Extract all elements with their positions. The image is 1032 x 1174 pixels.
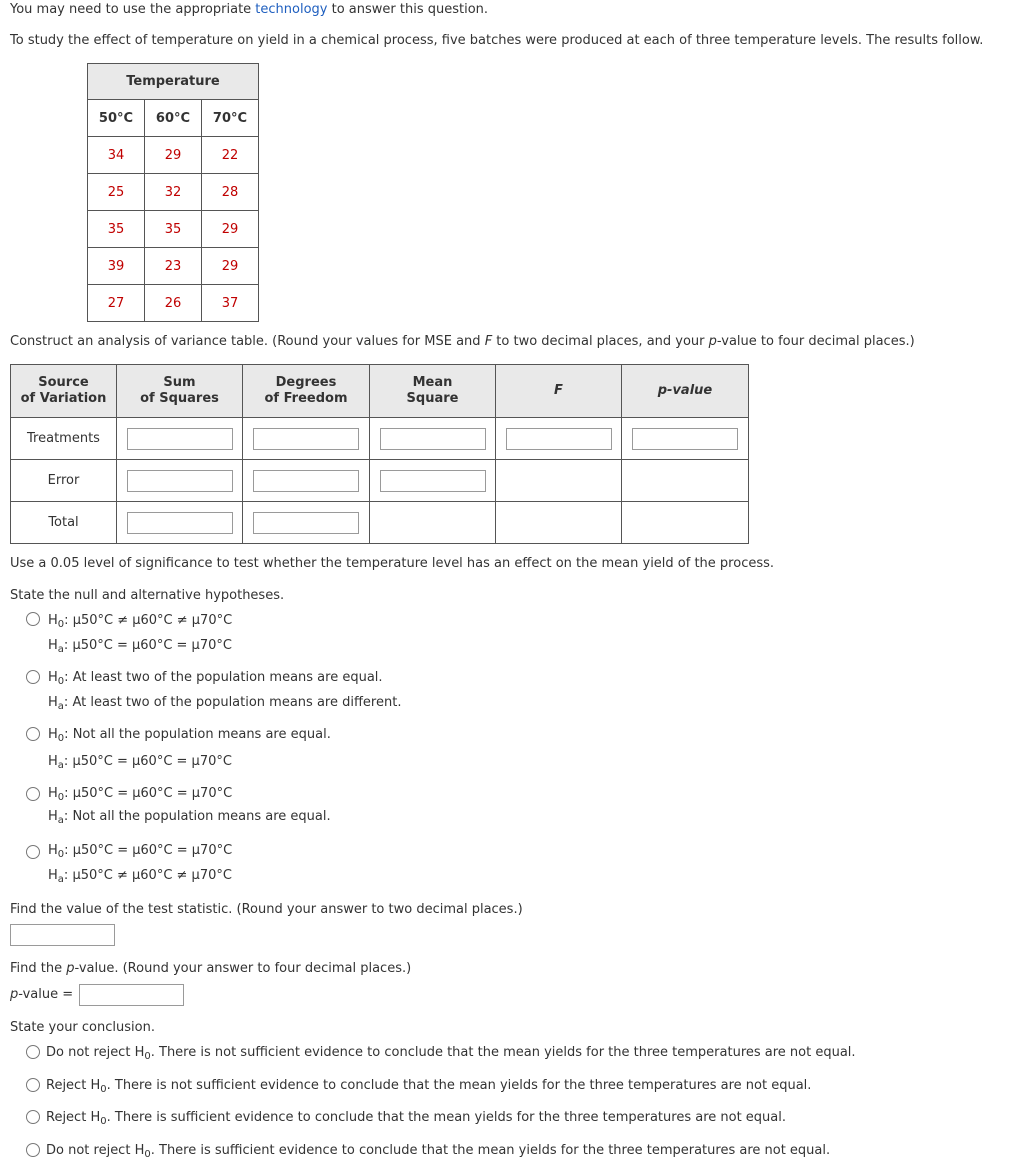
table-cell: 39 <box>88 248 145 285</box>
hypothesis-option-5-radio[interactable] <box>26 845 40 859</box>
hypothesis-option-1-h0: $H_0$: μ50°C ≠ μ60°C ≠ μ70°C <box>48 613 233 630</box>
table-row <box>88 174 259 211</box>
conclusion-prompt: State your conclusion. <box>10 1020 155 1035</box>
p-value-label: p-value = <box>10 987 74 1002</box>
test-statistic-input[interactable] <box>10 924 115 946</box>
table-cell: 29 <box>145 137 202 174</box>
conclusion-option-3-radio[interactable] <box>26 1110 40 1124</box>
anova-instruction: Construct an analysis of variance table. (Round your values for MSE and F to two decimal places, and your p-value to four decimal places.) <box>10 334 915 349</box>
temperature-data-table <box>87 63 259 322</box>
table-cell: 37 <box>202 285 259 322</box>
header-f: F <box>496 365 622 418</box>
temperature-header: Temperature <box>88 64 259 100</box>
p-value-input[interactable] <box>79 984 184 1006</box>
conclusion-option-2-text: Reject $H_0$. There is not sufficient evidence to conclude that the mean yields for the three temperatures are not equal. <box>46 1078 812 1095</box>
hypothesis-option-3-radio[interactable] <box>26 727 40 741</box>
table-row <box>88 285 259 322</box>
header-sum-of-squares: Sum of Squares <box>117 365 243 418</box>
conclusion-option-1-text: Do not reject $H_0$. There is not sufficient evidence to conclude that the mean yields for the three temperatures are not equal. <box>46 1045 856 1062</box>
header-p-value: p-value <box>622 365 749 418</box>
header-source: Source of Variation <box>11 365 117 418</box>
conclusion-option-2-radio[interactable] <box>26 1078 40 1092</box>
total-df-input[interactable] <box>253 512 359 534</box>
row-label-treatments: Treatments <box>11 418 117 460</box>
anova-table <box>10 364 749 544</box>
hypothesis-option-4-radio[interactable] <box>26 787 40 801</box>
treatments-f-input[interactable] <box>506 428 612 450</box>
anova-row-treatments <box>11 418 749 460</box>
hypothesis-option-5-h0: $H_0$: μ50°C = μ60°C = μ70°C <box>48 843 233 860</box>
error-ms-input[interactable] <box>380 470 486 492</box>
total-ss-input[interactable] <box>127 512 233 534</box>
hypothesis-option-4-h0: $H_0$: μ50°C = μ60°C = μ70°C <box>48 786 233 803</box>
table-cell: 29 <box>202 211 259 248</box>
table-cell: 28 <box>202 174 259 211</box>
table-cell: 23 <box>145 248 202 285</box>
anova-row-error <box>11 460 749 502</box>
table-cell: 22 <box>202 137 259 174</box>
treatments-ss-input[interactable] <box>127 428 233 450</box>
hypothesis-option-3-ha: $H_a$: μ50°C = μ60°C = μ70°C <box>48 754 232 771</box>
table-row <box>88 211 259 248</box>
col-50c: 50°C <box>88 100 145 137</box>
p-value-prompt: Find the p-value. (Round your answer to four decimal places.) <box>10 961 412 976</box>
hypotheses-prompt: State the null and alternative hypotheses. <box>10 588 285 603</box>
table-cell: 34 <box>88 137 145 174</box>
test-statistic-prompt: Find the value of the test statistic. (Round your answer to two decimal places.) <box>10 902 523 917</box>
hypothesis-option-4-ha: $H_a$: Not all the population means are equal. <box>48 809 331 826</box>
treatments-df-input[interactable] <box>253 428 359 450</box>
hypothesis-option-1-radio[interactable] <box>26 612 40 626</box>
table-cell: 25 <box>88 174 145 211</box>
technology-link[interactable]: technology <box>255 2 328 17</box>
table-cell: 29 <box>202 248 259 285</box>
significance-text: Use a 0.05 level of significance to test whether the temperature level has an effect on the mean yield of the process. <box>10 556 775 571</box>
treatments-p-value-input[interactable] <box>632 428 738 450</box>
treatments-ms-input[interactable] <box>380 428 486 450</box>
hypothesis-option-2-radio[interactable] <box>26 670 40 684</box>
error-df-input[interactable] <box>253 470 359 492</box>
row-label-error: Error <box>11 460 117 502</box>
table-row <box>88 137 259 174</box>
error-ss-input[interactable] <box>127 470 233 492</box>
table-cell: 35 <box>145 211 202 248</box>
conclusion-option-4-text: Do not reject $H_0$. There is sufficient evidence to conclude that the mean yields for the three temperatures are not equal. <box>46 1143 831 1160</box>
conclusion-option-3-text: Reject $H_0$. There is sufficient evidence to conclude that the mean yields for the three temperatures are not equal. <box>46 1110 787 1127</box>
row-label-total: Total <box>11 502 117 544</box>
hypothesis-option-3-h0: $H_0$: Not all the population means are equal. <box>48 727 331 744</box>
col-60c: 60°C <box>145 100 202 137</box>
hypothesis-option-1-ha: $H_a$: μ50°C = μ60°C = μ70°C <box>48 638 232 655</box>
hypothesis-option-5-ha: $H_a$: μ50°C ≠ μ60°C ≠ μ70°C <box>48 868 232 885</box>
table-cell: 26 <box>145 285 202 322</box>
anova-row-total <box>11 502 749 544</box>
hypothesis-option-2-h0: $H_0$: At least two of the population means are equal. <box>48 670 383 687</box>
table-cell: 32 <box>145 174 202 211</box>
intro-line-1: You may need to use the appropriate technology to answer this question. <box>10 2 489 17</box>
conclusion-option-1-radio[interactable] <box>26 1045 40 1059</box>
hypothesis-option-2-ha: $H_a$: At least two of the population means are different. <box>48 695 402 712</box>
table-cell: 35 <box>88 211 145 248</box>
table-row <box>88 248 259 285</box>
conclusion-option-4-radio[interactable] <box>26 1143 40 1157</box>
col-70c: 70°C <box>202 100 259 137</box>
header-mean-square: Mean Square <box>370 365 496 418</box>
intro-line-2: To study the effect of temperature on yield in a chemical process, five batches were produced at each of three temperature levels. The results follow. <box>10 33 984 48</box>
header-degrees-of-freedom: Degrees of Freedom <box>243 365 370 418</box>
table-cell: 27 <box>88 285 145 322</box>
